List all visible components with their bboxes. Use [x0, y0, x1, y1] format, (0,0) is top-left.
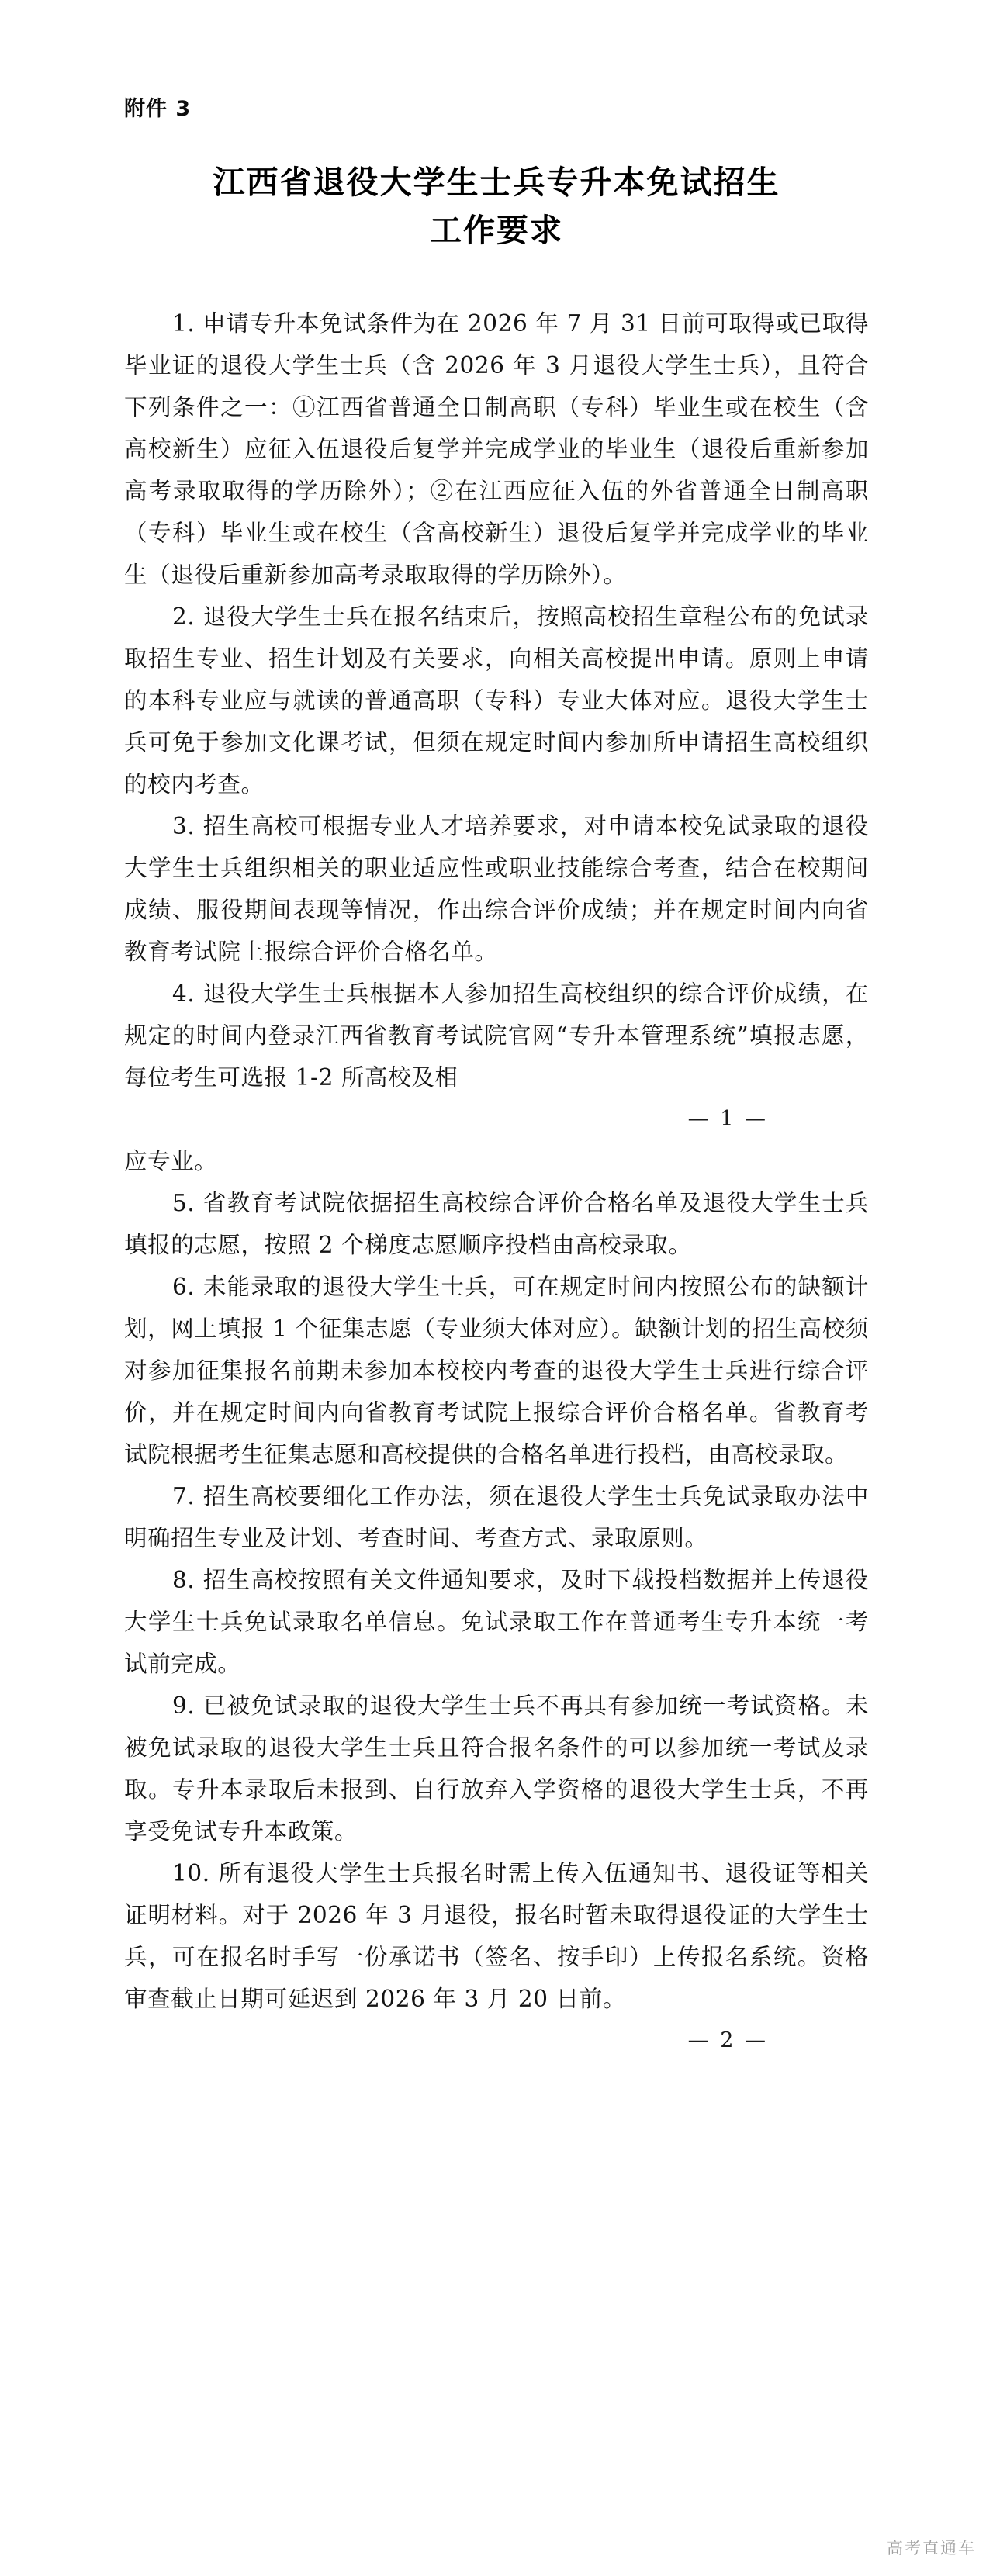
paragraph-item-6: 6. 未能录取的退役大学生士兵，可在规定时间内按照公布的缺额计划，网上填报 1 个征集志愿（专业须大体对应）。缺额计划的招生高校须对参加征集报名前期未参加本校校内考查的退役大学生士兵进行综合评价，并在规定时间内向省教育考试院上报综合评价合格名单。省教育考试院根据考生征集志愿和高校提供的合格名单进行投档，由高校录取。 — [124, 1274, 869, 1468]
paragraph-item-8: 8. 招生高校按照有关文件通知要求，及时下载投档数据并上传退役大学生士兵免试录取名单信息。免试录取工作在普通考生专升本统一考试前完成。 — [124, 1567, 869, 1677]
watermark: 高考直通车 — [887, 2539, 976, 2557]
attachment-label: 附件 3 — [124, 97, 192, 121]
paragraph-item-4: 4. 退役大学生士兵根据本人参加招生高校组织的综合评价成绩，在规定的时间内登录江西省教育考试院官网“专升本管理系统”填报志愿，每位考生可选报 1-2 所高校及相 — [124, 980, 869, 1091]
paragraph-item-2: 2. 退役大学生士兵在报名结束后，按照高校招生章程公布的免试录取招生专业、招生计划及有关要求，向相关高校提出申请。原则上申请的本科专业应与就读的普通高职（专科）专业大体对应。退役大学生士兵可免于参加文化课考试，但须在规定时间内参加所申请招生高校组织的校内考查。 — [124, 603, 869, 797]
paragraph-item-9: 9. 已被免试录取的退役大学生士兵不再具有参加统一考试资格。未被免试录取的退役大学生士兵且符合报名条件的可以参加统一考试及录取。专升本录取后未报到、自行放弃入学资格的退役大学生士兵，不再享受免试专升本政策。 — [124, 1693, 869, 1845]
page-title-line-2: 工作要求 — [430, 211, 563, 249]
paragraph-item-4-continued: 应专业。 — [124, 1148, 218, 1174]
paragraph-item-1: 1. 申请专升本免试条件为在 2026 年 7 月 31 日前可取得或已取得毕业证的退役大学生士兵（含 2026 年 3 月退役大学生士兵），且符合下列条件之一：①江西省普通全日制高职（专科）毕业生或在校生（含高校新生）应征入伍退役后复学并完成学业的毕业生（退役后重新参加高考录取取得的学历除外）；②在江西应征入伍的外省普通全日制高职（专科）毕业生或在校生（含高校新生）退役后复学并完成学业的毕业生（退役后重新参加高考录取取得的学历除外）。 — [124, 310, 869, 588]
document-body — [124, 303, 869, 2062]
page-number-1: — 1 — — [687, 1107, 768, 1131]
paragraph-item-5: 5. 省教育考试院依据招生高校综合评价合格名单及退役大学生士兵填报的志愿，按照 2 个梯度志愿顺序投档由高校录取。 — [124, 1190, 869, 1258]
paragraph-item-10: 10. 所有退役大学生士兵报名时需上传入伍通知书、退役证等相关证明材料。对于 2026 年 3 月退役，报名时暂未取得退役证的大学生士兵，可在报名时手写一份承诺书（签名、按手印）上传报名系统。资格审查截止日期可延迟到 2026 年 3 月 20 日前。 — [124, 1860, 869, 2012]
paragraph-item-3: 3. 招生高校可根据专业人才培养要求，对申请本校免试录取的退役大学生士兵组织相关的职业适应性或职业技能综合考查，结合在校期间成绩、服役期间表现等情况，作出综合评价成绩；并在规定时间内向省教育考试院上报综合评价合格名单。 — [124, 813, 869, 965]
page-title — [124, 159, 869, 254]
paragraph-item-7: 7. 招生高校要细化工作办法，须在退役大学生士兵免试录取办法中明确招生专业及计划、考查时间、考查方式、录取原则。 — [124, 1483, 869, 1551]
page-title-line-1: 江西省退役大学生士兵专升本免试招生 — [213, 164, 780, 201]
page-number-2: — 2 — — [687, 2028, 768, 2052]
